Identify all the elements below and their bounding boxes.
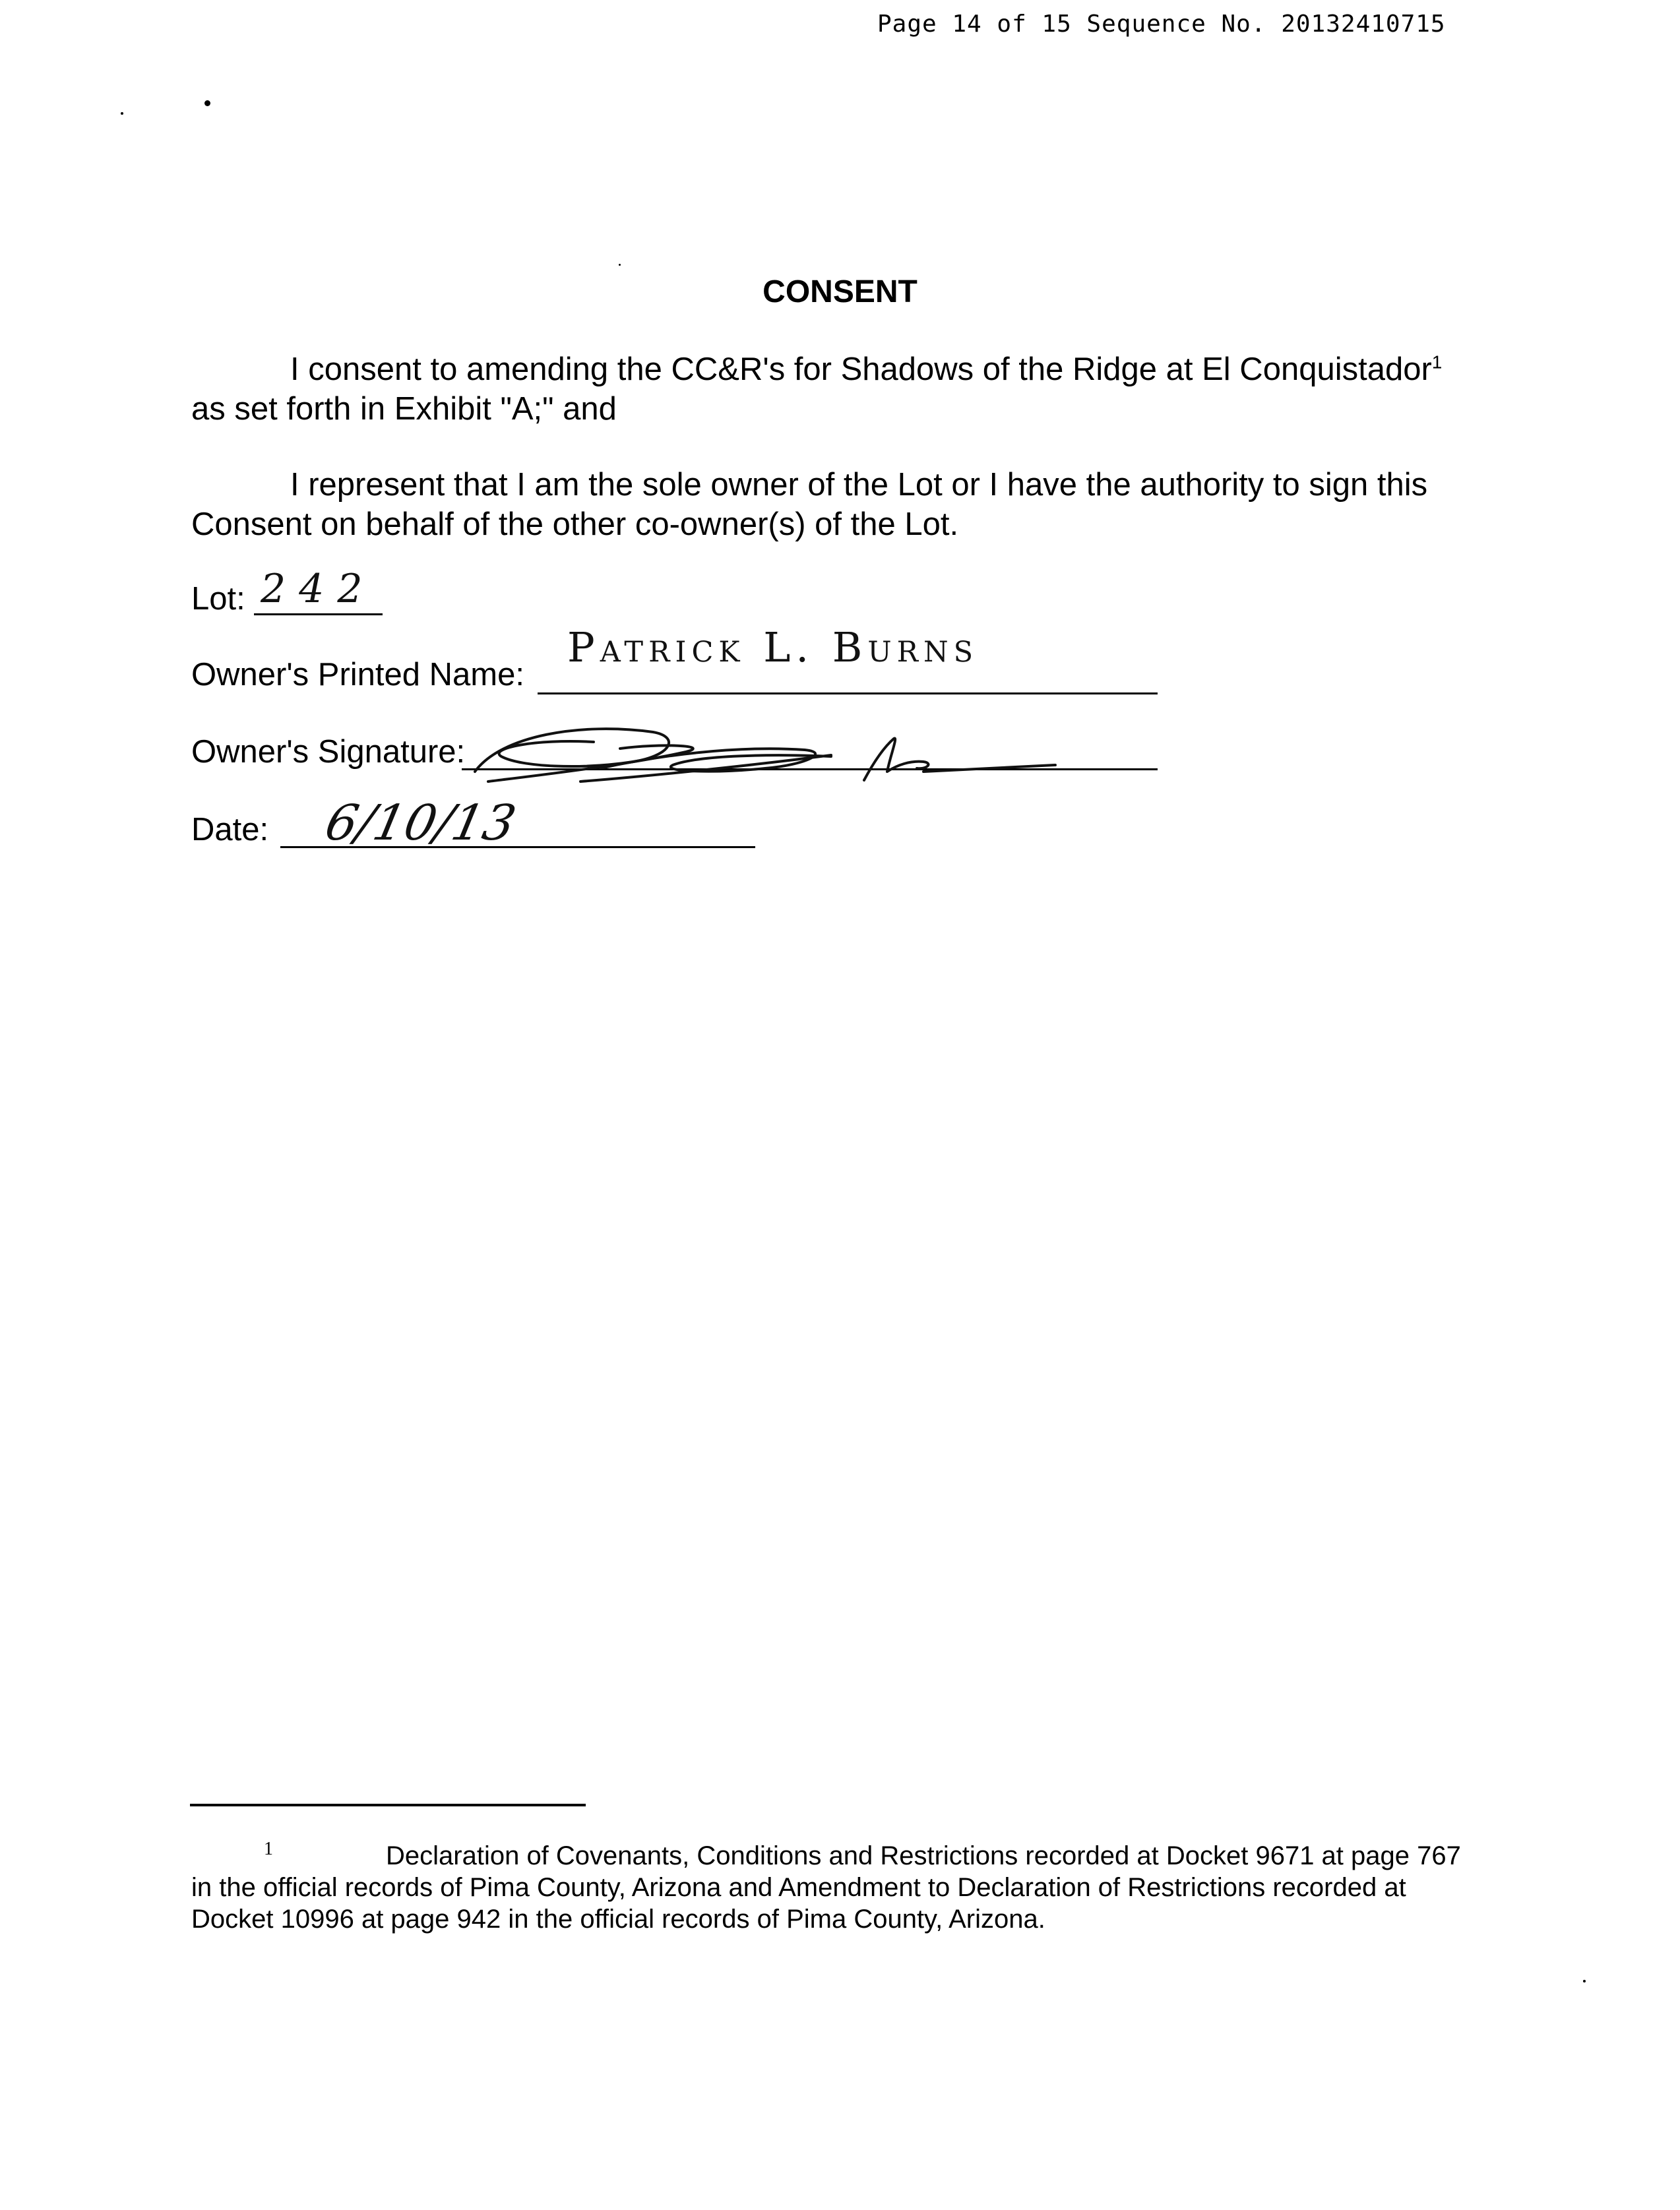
document-title: CONSENT	[762, 274, 918, 309]
footnote	[191, 1840, 1484, 1935]
consent-paragraph	[191, 350, 1484, 429]
consent-paragraph-continuation: as set forth in Exhibit "A;" and	[191, 391, 617, 427]
consent-paragraph-text: I consent to amending the CC&R's for Shadows of the Ridge at El Conquistador	[290, 352, 1432, 387]
scan-speck	[1583, 1980, 1586, 1982]
printed-name-line	[538, 692, 1158, 694]
footnote-reference[interactable]: 1	[1431, 352, 1443, 373]
printed-name-label: Owner's Printed Name:	[191, 657, 524, 692]
scan-speck	[121, 112, 123, 115]
date-value-handwritten: 6/10/13	[320, 795, 521, 851]
footnote-marker: 1	[264, 1839, 273, 1859]
date-label: Date:	[191, 812, 269, 847]
owner-signature-image	[462, 709, 1121, 795]
lot-value-handwritten: 242	[261, 566, 376, 612]
representation-paragraph: I represent that I am the sole owner of the Lot or I have the authority to sign this Consent on behalf of the other co-owner(s) of the Lot.	[191, 467, 1428, 542]
signature-label: Owner's Signature:	[191, 734, 466, 770]
scan-speck	[619, 264, 621, 266]
footnote-separator	[190, 1804, 586, 1806]
page-sequence-header: Page 14 of 15 Sequence No. 20132410715	[877, 11, 1446, 38]
lot-label: Lot:	[191, 581, 245, 617]
lot-line	[254, 613, 383, 615]
footnote-text: Declaration of Covenants, Conditions and Restrictions recorded at Docket 9671 at page 767 in the official records of Pima County, Arizona and Amendment to Declaration of Restrictions recorded at Docket 10996 at page 942 in the official records of Pima County, Arizona.	[191, 1841, 1461, 1934]
scan-speck	[204, 100, 210, 106]
printed-name-value-handwritten: Patrick L. Burns	[567, 623, 979, 671]
